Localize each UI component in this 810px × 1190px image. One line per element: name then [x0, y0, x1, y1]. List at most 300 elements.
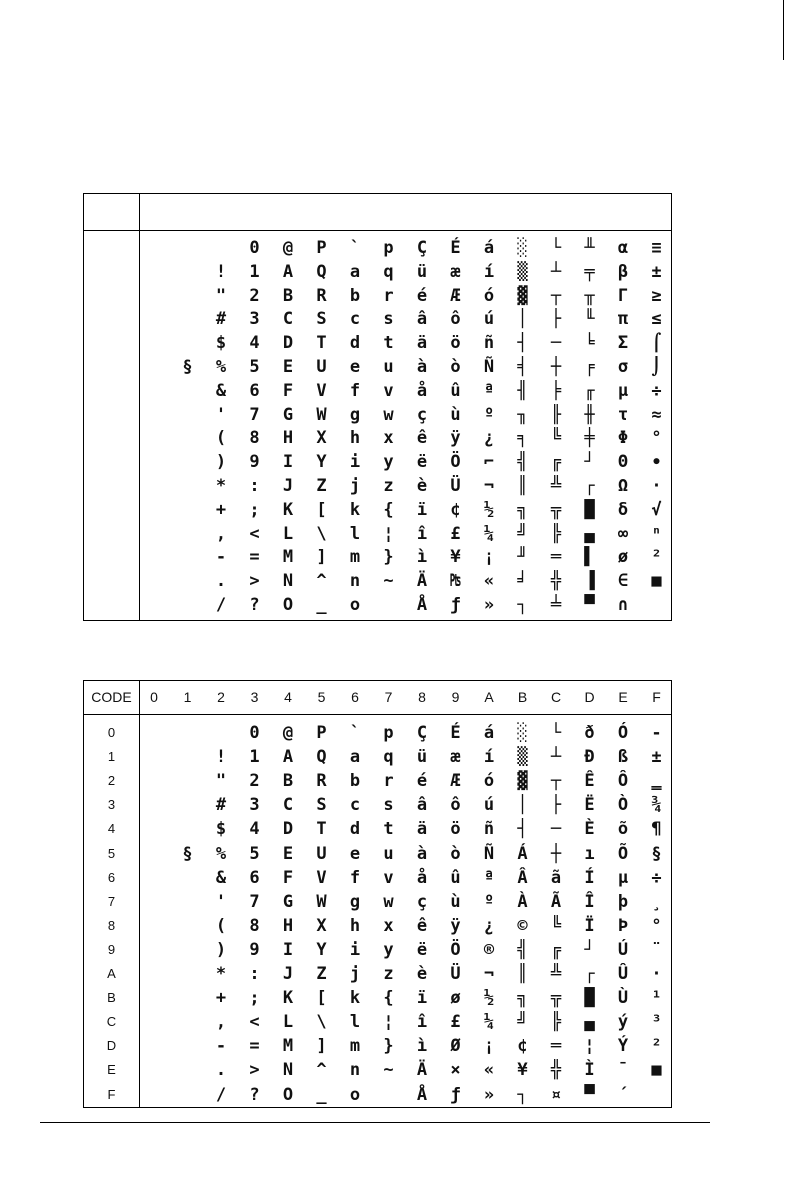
top-cell: â: [416, 309, 428, 330]
bottom-cell: É: [450, 723, 461, 743]
top-cell: É: [450, 238, 461, 258]
bottom-cell: Ý: [617, 1036, 629, 1057]
top-cell: <: [249, 523, 260, 544]
top-cell: ;: [249, 499, 260, 520]
top-cell: ╣: [517, 452, 528, 473]
top-cell: Ç: [416, 238, 428, 258]
bottom-cell: m: [349, 1036, 361, 1057]
top-cell: ó: [483, 285, 495, 306]
top-cell: V: [316, 380, 327, 401]
bottom-cell: »: [483, 1084, 495, 1105]
bottom-cell: Â: [517, 867, 528, 888]
top-cell: $: [215, 333, 227, 354]
top-cell: Ω: [617, 476, 629, 496]
top-cell: -: [215, 547, 227, 568]
bottom-cell: M: [282, 1036, 294, 1057]
bottom-cell: n: [349, 1060, 361, 1081]
top-cell: Q: [316, 261, 327, 282]
bottom-cell: ´: [617, 1084, 629, 1105]
bottom-cell: u: [383, 843, 394, 864]
bottom-cell: §: [651, 843, 662, 864]
top-cell: ¼: [483, 523, 495, 544]
top-cell: ╧: [550, 595, 562, 615]
top-cell: ┐: [517, 595, 528, 615]
bottom-cell: S: [316, 795, 327, 816]
bottom-cell: K: [282, 988, 294, 1009]
bottom-cell: ╔: [550, 939, 562, 960]
bottom-cell: P: [316, 723, 327, 743]
bottom-cell: ¤: [550, 1084, 562, 1105]
bottom-cell: 6: [249, 867, 260, 888]
bottom-cell: Ô: [617, 771, 629, 792]
top-cell: g: [349, 404, 361, 425]
bottom-cell: ë: [416, 939, 428, 960]
top-cell: n: [349, 571, 361, 592]
top-cell: }: [383, 547, 394, 568]
top-cell: Æ: [450, 285, 461, 306]
top-cell: +: [215, 499, 227, 520]
top-cell: ∙: [651, 452, 662, 473]
bottom-cell: x: [383, 915, 394, 936]
top-cell: B: [282, 285, 294, 306]
top-cell: /: [215, 595, 227, 615]
top-cell: ▒: [517, 261, 528, 282]
top-cell: i: [349, 452, 361, 473]
top-cell: E: [282, 357, 294, 377]
bottom-cell: Ä: [416, 1060, 428, 1081]
top-cell: Å: [416, 595, 428, 615]
bottom-cell: X: [316, 915, 327, 936]
top-cell: ê: [416, 428, 428, 449]
bottom-cell: Á: [517, 843, 528, 864]
bottom-cell: [: [316, 988, 327, 1009]
bottom-cell: d: [349, 819, 361, 840]
bottom-cell: `: [349, 723, 361, 743]
top-cell: ─: [550, 333, 562, 354]
bottom-cell: ¬: [483, 964, 495, 984]
top-cell: æ: [450, 261, 461, 282]
bottom-cell: Ë: [584, 795, 595, 816]
top-cell: F: [282, 380, 294, 401]
bottom-cell: 2: [249, 771, 260, 792]
bottom-cell: └: [550, 723, 562, 743]
top-cell: π: [617, 309, 629, 330]
bottom-cell: 7: [249, 891, 260, 912]
top-cell: A: [282, 261, 294, 282]
top-cell: σ: [617, 357, 629, 377]
top-cell: ╛: [517, 571, 528, 592]
top-cell: ╚: [550, 428, 562, 449]
bottom-cell: ì: [416, 1036, 428, 1057]
top-cell: ╬: [550, 571, 562, 592]
top-cell: ╖: [517, 404, 528, 425]
bottom-cell: ý: [617, 1012, 629, 1033]
top-cell: ∞: [617, 523, 629, 544]
top-cell: T: [316, 333, 327, 354]
column-header: D: [584, 689, 595, 705]
row-label: C: [106, 1014, 117, 1030]
bottom-cell: F: [282, 867, 294, 888]
bottom-cell: 5: [249, 843, 260, 864]
bottom-cell: æ: [450, 747, 461, 768]
bottom-cell: ©: [517, 915, 528, 936]
bottom-cell: 8: [249, 915, 260, 936]
top-cell: è: [416, 476, 428, 496]
top-cell: ╟: [550, 404, 562, 425]
bottom-cell: Ð: [584, 747, 595, 768]
bottom-cell: ð: [584, 723, 595, 743]
top-cell: «: [483, 571, 495, 592]
bottom-cell: +: [215, 988, 227, 1009]
bottom-cell: ┌: [584, 964, 595, 984]
bottom-cell: D: [282, 819, 294, 840]
bottom-cell: ê: [416, 915, 428, 936]
bottom-cell: ²: [651, 1036, 662, 1057]
bottom-cell: ): [215, 939, 227, 960]
bottom-cell: ª: [483, 867, 495, 888]
top-cell: ╓: [584, 380, 595, 401]
bottom-cell: ┴: [550, 747, 562, 768]
bottom-cell: ': [215, 891, 227, 912]
bottom-cell: q: [383, 747, 394, 768]
bottom-cell: {: [383, 988, 394, 1009]
bottom-cell: ┐: [517, 1084, 528, 1105]
top-cell: ■: [651, 571, 662, 592]
bottom-cell: Å: [416, 1084, 428, 1105]
top-cell: y: [383, 452, 394, 473]
bottom-cell: î: [416, 1012, 428, 1033]
bottom-cell: b: [349, 771, 361, 792]
bottom-cell: ┬: [550, 771, 562, 792]
top-cell: o: [349, 595, 361, 615]
top-cell: ä: [416, 333, 428, 354]
top-cell: ,: [215, 523, 227, 544]
bottom-cell: Þ: [617, 915, 629, 936]
top-cell: {: [383, 499, 394, 520]
bottom-cell: N: [282, 1060, 294, 1081]
character-table-bottom: [83, 680, 672, 1108]
top-cell: ¡: [483, 547, 495, 568]
top-cell: e: [349, 357, 361, 377]
bottom-cell: ¹: [651, 988, 662, 1009]
top-cell: á: [483, 238, 495, 258]
bottom-cell: ®: [483, 939, 495, 960]
top-cell: L: [282, 523, 294, 544]
bottom-cell: ╩: [550, 964, 562, 984]
top-cell: w: [383, 404, 394, 425]
top-cell: å: [416, 380, 428, 401]
top-cell: à: [416, 357, 428, 377]
top-cell: ô: [450, 309, 461, 330]
bottom-cell: ~: [383, 1060, 394, 1081]
bottom-cell: ô: [450, 795, 461, 816]
bottom-cell: %: [215, 843, 227, 864]
top-cell: ╢: [517, 380, 528, 401]
top-cell: W: [316, 404, 327, 425]
bottom-cell: 9: [249, 939, 260, 960]
top-cell: @: [282, 238, 294, 258]
top-cell: ⁿ: [651, 523, 662, 544]
top-cell: ': [215, 404, 227, 425]
bottom-cell: @: [282, 723, 294, 743]
top-cell: S: [316, 309, 327, 330]
bottom-cell: ±: [651, 747, 662, 768]
top-cell: β: [617, 261, 629, 282]
bottom-cell: ¯: [617, 1060, 629, 1081]
bottom-cell: Ñ: [483, 843, 495, 864]
top-cell: │: [517, 309, 528, 330]
bottom-cell: A: [282, 747, 294, 768]
bottom-cell: ╠: [550, 1012, 562, 1033]
bottom-cell: f: [349, 867, 361, 888]
top-cell: j: [349, 476, 361, 496]
top-cell: ≡: [651, 238, 662, 258]
bottom-cell: ı: [584, 843, 595, 864]
bottom-cell: Q: [316, 747, 327, 768]
top-cell: ╒: [584, 357, 595, 377]
top-cell: ┼: [550, 357, 562, 377]
top-cell: Ä: [416, 571, 428, 592]
top-cell: ∩: [617, 595, 629, 615]
top-cell: ]: [316, 547, 327, 568]
bottom-cell: V: [316, 867, 327, 888]
top-cell: s: [383, 309, 394, 330]
bottom-cell: ¸: [651, 891, 662, 912]
top-cell: ë: [416, 452, 428, 473]
top-cell: x: [383, 428, 394, 449]
bottom-cell: H: [282, 915, 294, 936]
top-cell: µ: [617, 380, 629, 401]
bottom-cell: Ö: [450, 939, 461, 960]
top-cell: G: [282, 404, 294, 425]
code-column-divider: [139, 194, 140, 620]
bottom-cell: 3: [249, 795, 260, 816]
bottom-cell: £: [450, 1012, 461, 1033]
bottom-cell: ¡: [483, 1036, 495, 1057]
bottom-cell: Ç: [416, 723, 428, 743]
bottom-cell: ·: [651, 964, 662, 984]
column-header: 0: [150, 689, 158, 705]
top-cell: ║: [517, 476, 528, 496]
top-cell: ╗: [517, 499, 528, 520]
bottom-cell: è: [416, 964, 428, 984]
bottom-cell: ░: [517, 723, 528, 743]
top-cell: P: [316, 238, 327, 258]
top-cell: \: [316, 523, 327, 544]
row-label: 3: [107, 797, 116, 813]
column-header: E: [618, 689, 628, 705]
top-cell: !: [215, 261, 227, 282]
top-cell: 8: [249, 428, 260, 449]
top-cell: ╜: [517, 547, 528, 568]
bottom-cell: I: [282, 939, 294, 960]
bottom-cell: ¶: [651, 819, 662, 840]
column-header: C: [550, 689, 562, 705]
bottom-cell: p: [383, 723, 394, 743]
top-cell: v: [383, 380, 394, 401]
top-cell: X: [316, 428, 327, 449]
top-cell: ñ: [483, 333, 495, 354]
top-cell: ¢: [450, 499, 461, 520]
bottom-cell: ╣: [517, 939, 528, 960]
top-cell: l: [349, 523, 361, 544]
top-cell: ?: [249, 595, 260, 615]
top-cell: ±: [651, 261, 662, 282]
top-cell: ì: [416, 547, 428, 568]
bottom-cell: é: [416, 771, 428, 792]
bottom-cell: _: [316, 1084, 327, 1105]
top-cell: í: [483, 261, 495, 282]
character-table-top: [83, 193, 672, 621]
bottom-cell: ¨: [651, 939, 662, 960]
column-header: B: [517, 689, 528, 705]
bottom-cell: ¦: [584, 1036, 595, 1057]
top-cell: c: [349, 309, 361, 330]
bottom-cell: ï: [416, 988, 428, 1009]
bottom-cell: ö: [450, 819, 461, 840]
top-cell: R: [316, 285, 327, 306]
top-cell: ò: [450, 357, 461, 377]
top-cell: ö: [450, 333, 461, 354]
row-label: 6: [107, 869, 116, 885]
top-cell: 7: [249, 404, 260, 425]
bottom-cell: ¼: [483, 1012, 495, 1033]
column-header: A: [484, 689, 494, 705]
bottom-cell: â: [416, 795, 428, 816]
top-cell: é: [416, 285, 428, 306]
top-cell: U: [316, 357, 327, 377]
bottom-cell: Z: [316, 964, 327, 984]
bottom-cell: Ü: [450, 964, 461, 984]
code-header-label: CODE: [91, 689, 132, 705]
top-cell: .: [215, 571, 227, 592]
top-cell: (: [215, 428, 227, 449]
bottom-cell: ä: [416, 819, 428, 840]
bottom-cell: U: [316, 843, 327, 864]
top-cell: C: [282, 309, 294, 330]
top-cell: û: [450, 380, 461, 401]
bottom-cell: ó: [483, 771, 495, 792]
bottom-cell: ;: [249, 988, 260, 1009]
bottom-cell: Ó: [617, 723, 629, 743]
top-cell: ▀: [584, 595, 595, 615]
row-label: F: [107, 1086, 116, 1102]
footer-rule: [40, 1122, 710, 1123]
top-cell: Φ: [617, 428, 629, 449]
top-cell: m: [349, 547, 361, 568]
bottom-cell: L: [282, 1012, 294, 1033]
top-cell: ╠: [550, 523, 562, 544]
top-cell: a: [349, 261, 361, 282]
top-cell: O: [282, 595, 294, 615]
bottom-cell: ║: [517, 964, 528, 984]
bottom-cell: µ: [617, 867, 629, 888]
top-cell: º: [483, 404, 495, 425]
row-label: 7: [107, 893, 116, 909]
top-cell: 0: [249, 238, 260, 258]
top-cell: ╪: [584, 428, 595, 449]
bottom-cell: -: [651, 723, 662, 743]
top-cell: z: [383, 476, 394, 496]
bottom-cell: ▀: [584, 1084, 595, 1105]
bottom-cell: ÷: [651, 867, 662, 888]
bottom-cell: l: [349, 1012, 361, 1033]
bottom-cell: ╚: [550, 915, 562, 936]
bottom-cell: ò: [450, 843, 461, 864]
top-cell: >: [249, 571, 260, 592]
bottom-cell: <: [249, 1012, 260, 1033]
top-cell: ═: [550, 547, 562, 568]
row-label: A: [107, 966, 116, 981]
top-cell: ╔: [550, 452, 562, 473]
top-cell: ≥: [651, 285, 662, 306]
bottom-cell: º: [483, 891, 495, 912]
row-label: 2: [107, 773, 116, 789]
top-cell: ¦: [383, 523, 394, 544]
bottom-cell: a: [349, 747, 361, 768]
top-cell: ï: [416, 499, 428, 520]
bottom-cell: ã: [550, 867, 562, 888]
bottom-cell: E: [282, 843, 294, 864]
bottom-cell: á: [483, 723, 495, 743]
bottom-cell: Õ: [617, 843, 629, 864]
top-cell: ▐: [584, 571, 595, 592]
bottom-cell: ┼: [550, 843, 562, 864]
bottom-cell: ñ: [483, 819, 495, 840]
bottom-cell: ½: [483, 988, 495, 1009]
column-header: 9: [451, 689, 460, 705]
bottom-cell: }: [383, 1036, 394, 1057]
top-cell: =: [249, 547, 260, 568]
bottom-cell: ─: [550, 819, 562, 840]
bottom-cell: ¦: [383, 1012, 394, 1033]
bottom-cell: Ã: [550, 891, 562, 912]
top-cell: ·: [651, 476, 662, 496]
top-cell: ü: [416, 261, 428, 282]
top-cell: [: [316, 499, 327, 520]
column-header: 7: [384, 689, 393, 705]
top-cell: 1: [249, 261, 260, 282]
top-cell: ç: [416, 404, 428, 425]
top-cell: ╝: [517, 523, 528, 544]
top-cell: 5: [249, 357, 260, 377]
bottom-cell: ├: [550, 795, 562, 816]
top-cell: └: [550, 238, 562, 258]
top-cell: Y: [316, 452, 327, 473]
bottom-cell: ■: [651, 1060, 662, 1081]
row-label: 9: [107, 941, 116, 957]
bottom-cell: i: [349, 939, 361, 960]
bottom-cell: ┤: [517, 819, 528, 840]
top-cell: ¬: [483, 476, 495, 496]
top-cell: k: [349, 499, 361, 520]
top-cell: ┌: [584, 476, 595, 496]
top-cell: ░: [517, 238, 528, 258]
top-cell: d: [349, 333, 361, 354]
top-cell: D: [282, 333, 294, 354]
top-cell: ª: [483, 380, 495, 401]
top-cell: J: [282, 476, 294, 496]
bottom-cell: õ: [617, 819, 629, 840]
bottom-cell: █: [584, 988, 595, 1009]
bottom-cell: ╝: [517, 1012, 528, 1033]
bottom-cell: \: [316, 1012, 327, 1033]
bottom-cell: W: [316, 891, 327, 912]
column-header: 5: [317, 689, 326, 705]
bottom-cell: z: [383, 964, 394, 984]
top-cell: ∈: [617, 571, 629, 592]
top-cell: ┴: [550, 261, 562, 282]
